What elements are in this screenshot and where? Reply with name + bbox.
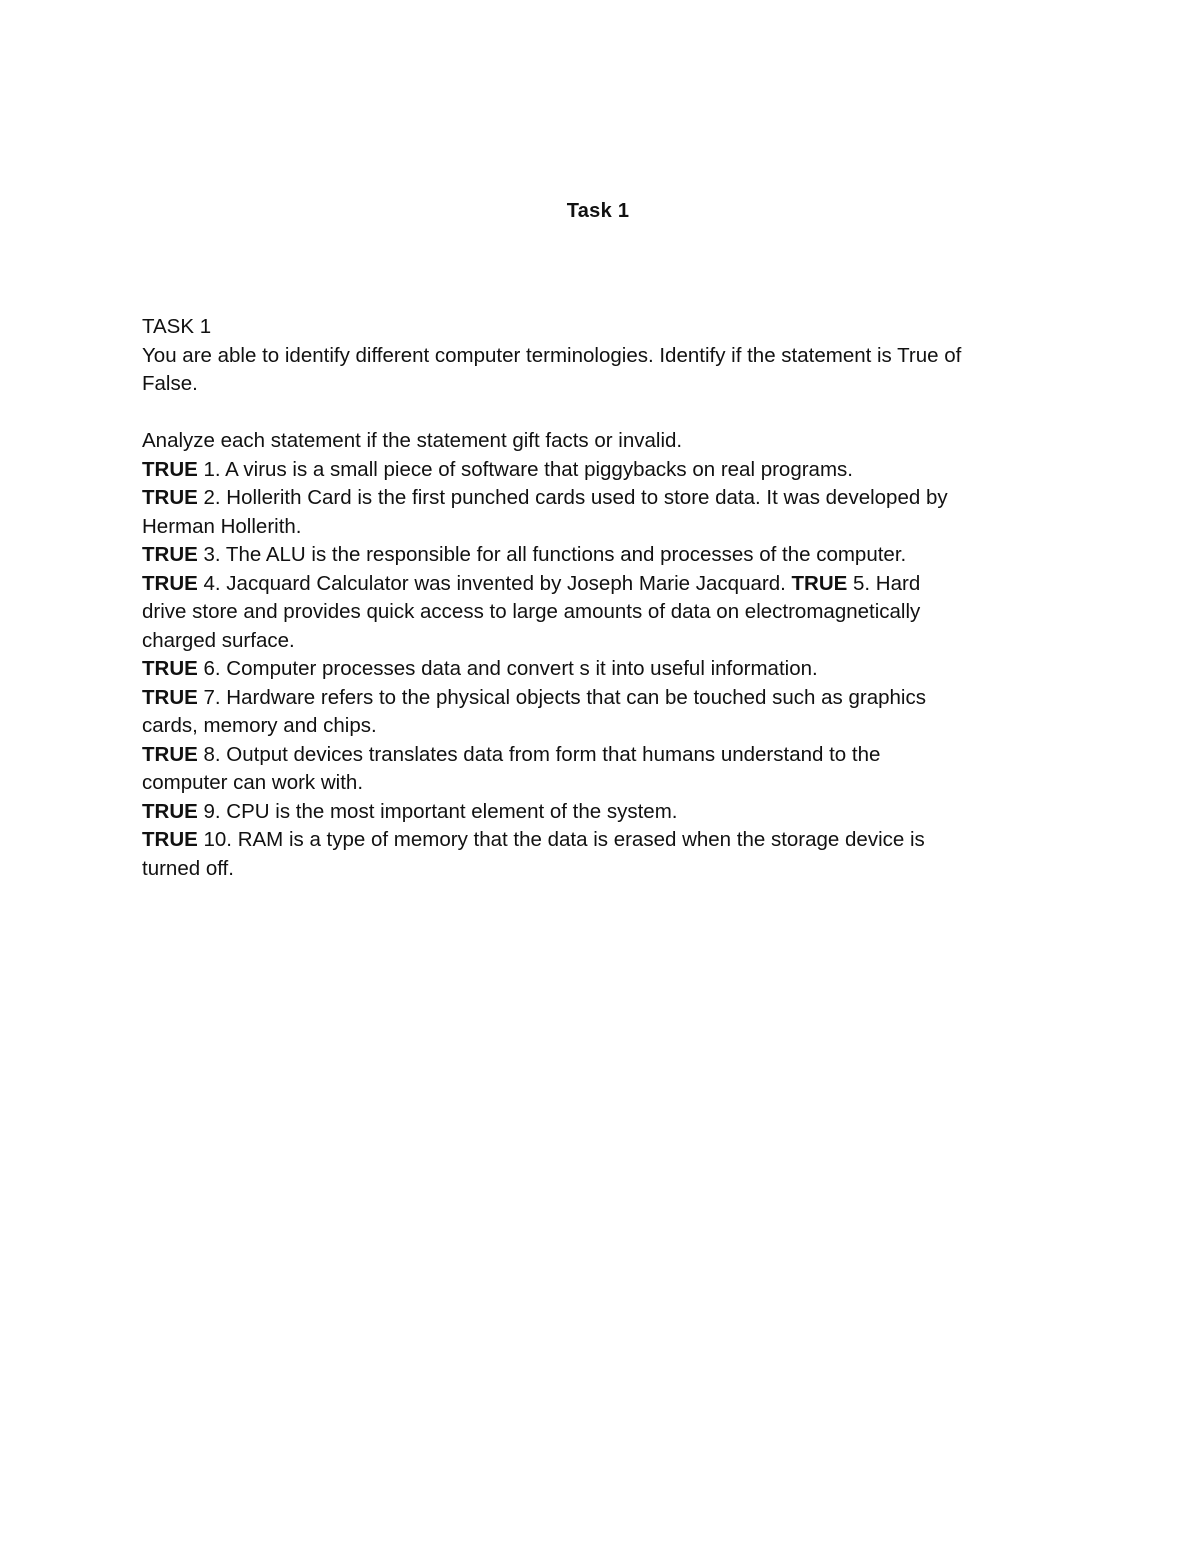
statement-text: 4. Jacquard Calculator was invented by Joseph Marie Jacquard. — [197, 571, 792, 595]
document-body — [142, 313, 962, 883]
statement-text: 7. Hardware refers to the physical objects that can be touched such as graphics cards, memory and chips. — [142, 685, 926, 737]
page-title: Task 1 — [566, 200, 630, 222]
paragraph-gap — [142, 399, 962, 428]
statement-verdict: TRUE — [142, 571, 198, 595]
statement-text: 3. The ALU is the responsible for all functions and processes of the computer. — [197, 543, 907, 566]
statement-text: 1. A virus is a small piece of software that piggybacks on real programs. — [197, 457, 853, 481]
statement-item-10 — [142, 826, 962, 883]
statement-verdict: TRUE — [142, 742, 198, 766]
statement-verdict: TRUE — [142, 657, 198, 680]
statement-text: 9. CPU is the most important element of the system. — [197, 799, 678, 823]
statement-verdict: TRUE — [791, 571, 848, 595]
statement-item-7 — [142, 684, 962, 741]
analyze-instruction: Analyze each statement if the statement gift facts or invalid. — [142, 429, 683, 452]
statement-item-4-5 — [142, 570, 962, 656]
statement-item-3 — [142, 541, 962, 570]
statement-verdict: TRUE — [142, 486, 198, 509]
statement-text: 8. Output devices translates data from form that humans understand to the computer can work with. — [142, 742, 881, 794]
statement-item-2 — [142, 484, 962, 541]
statement-text: 2. Hollerith Card is the first punched cards used to store data. It was developed by Herman Hollerith. — [142, 486, 948, 538]
statement-item-1 — [142, 456, 962, 485]
statement-verdict: TRUE — [142, 543, 198, 566]
statement-text: 5. Hard drive store and provides quick access to large amounts of data on electromagnetically charged surface. — [142, 571, 921, 652]
instructions-paragraph: You are able to identify different computer terminologies. Identify if the statement is True of False. — [142, 343, 962, 395]
statement-item-9 — [142, 798, 962, 827]
statement-item-8 — [142, 741, 962, 798]
statement-verdict: TRUE — [142, 457, 198, 481]
task-heading: TASK 1 — [142, 315, 212, 338]
statement-verdict: TRUE — [142, 685, 198, 709]
statement-item-6 — [142, 655, 962, 684]
statement-verdict: TRUE — [142, 799, 198, 823]
statement-verdict: TRUE — [142, 828, 198, 851]
statement-text: 10. RAM is a type of memory that the data is erased when the storage device is turned off. — [142, 828, 925, 880]
statement-text: 6. Computer processes data and convert s it into useful information. — [197, 657, 818, 680]
